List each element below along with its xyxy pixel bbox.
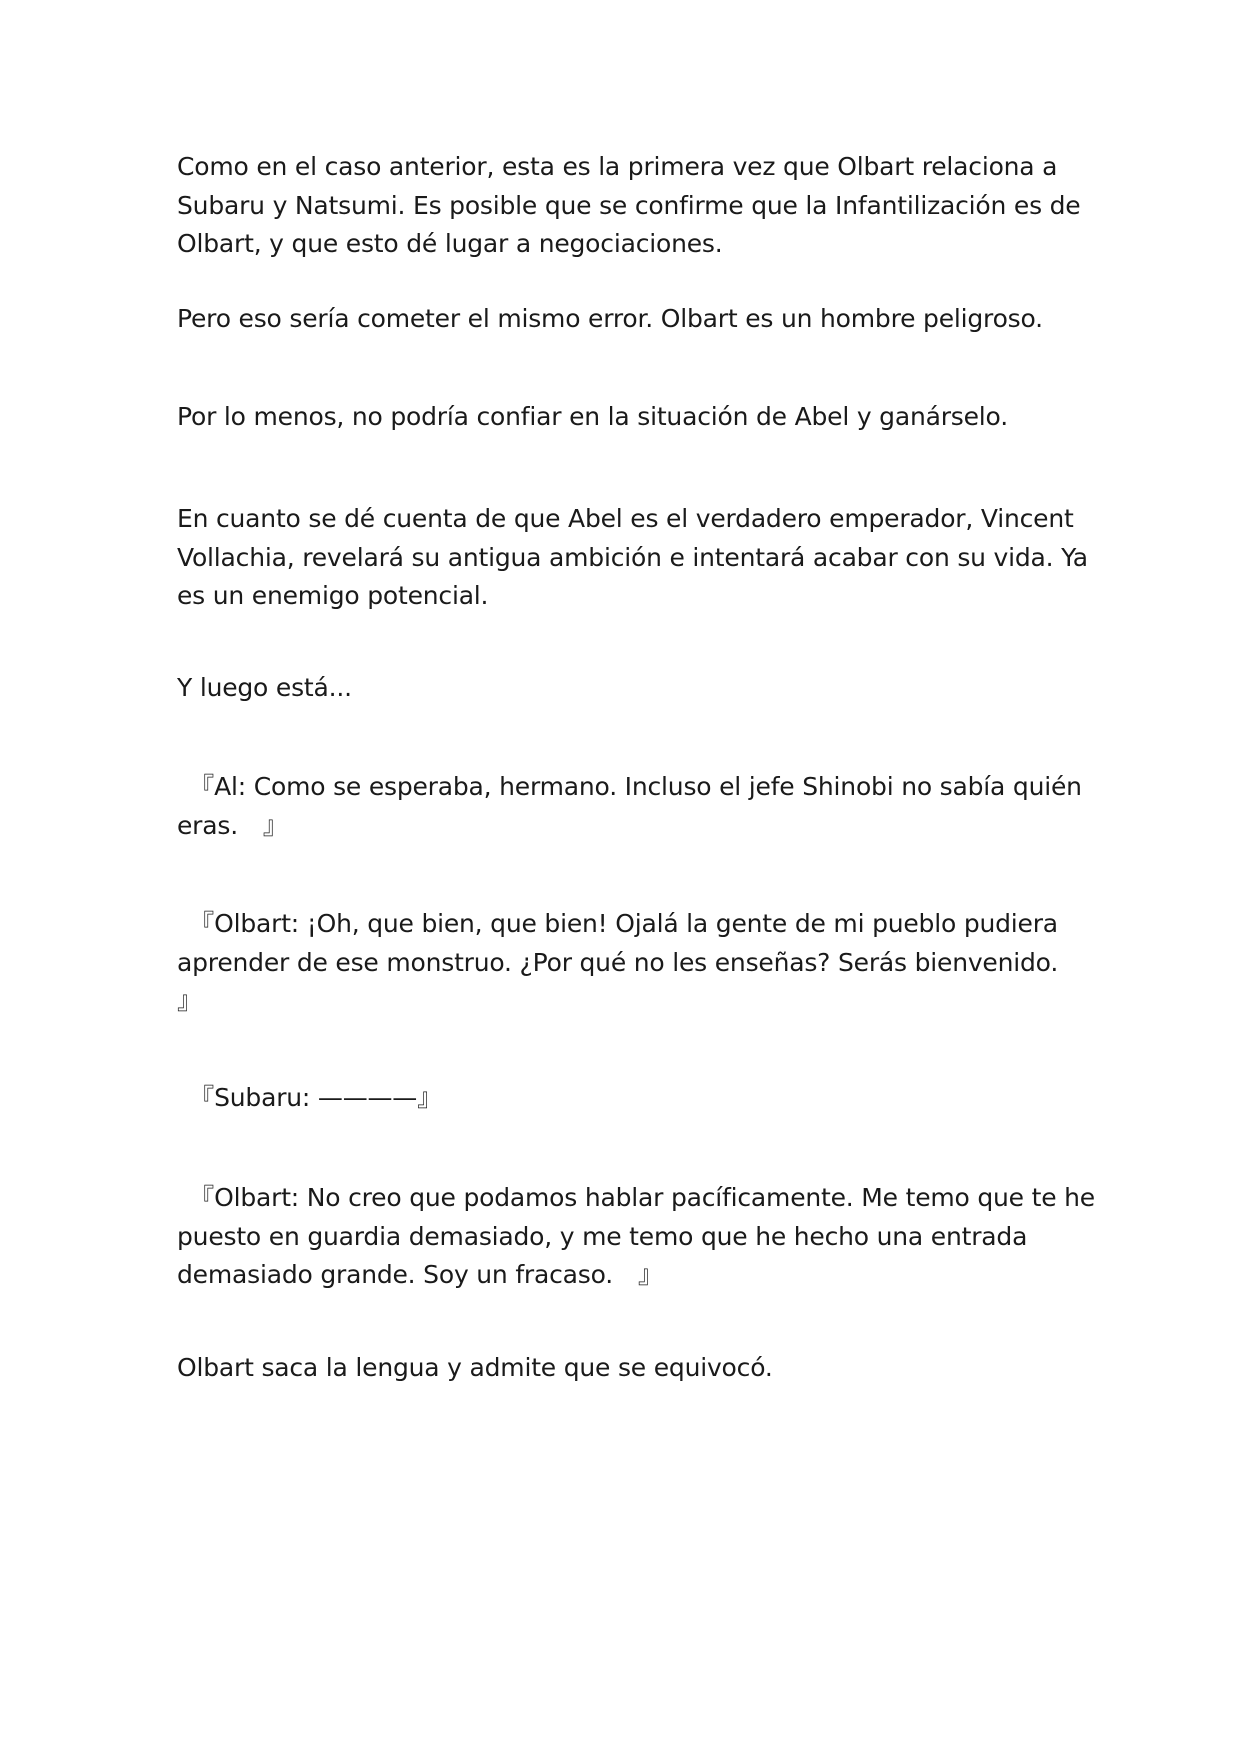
dialogue-olbart-1 (177, 905, 1077, 1021)
paragraph-same-error (177, 300, 1077, 339)
text-line: Olbart saca la lengua y admite que se equivocó. (177, 1353, 773, 1382)
text-line: es un enemigo potencial. (177, 581, 489, 610)
text-line: Por lo menos, no podría confiar en la situación de Abel y ganárselo. (177, 402, 1008, 431)
text-line: Subaru y Natsumi. Es posible que se confirme que la Infantilización es de (177, 190, 1081, 220)
text-line: 『Al: Como se esperaba, hermano. Incluso el jefe Shinobi no sabía quién (177, 772, 1082, 801)
text-line: 』 (177, 986, 202, 1015)
dialogue-al (177, 768, 1082, 845)
paragraph-olbart-admits (177, 1349, 1077, 1388)
paragraph-and-then (177, 669, 1077, 708)
text-line: puesto en guardia demasiado, y me temo que he hecho una entrada (177, 1221, 1028, 1251)
paragraph-abel-situation (177, 398, 1077, 437)
paragraph-negotiation (177, 148, 1081, 264)
text-line: 『Olbart: No creo que podamos hablar pacíficamente. Me temo que te he (177, 1183, 1095, 1212)
text-line: Olbart, y que esto dé lugar a negociaciones. (177, 229, 723, 258)
text-line: eras. 』 (177, 810, 288, 840)
text-line: En cuanto se dé cuenta de que Abel es el verdadero emperador, Vincent (177, 504, 1074, 533)
text-line: Vollachia, revelará su antigua ambición e intentará acabar con su vida. Ya (177, 542, 1088, 572)
text-line: 『Subaru: ————』 (177, 1083, 442, 1112)
text-line: Como en el caso anterior, esta es la primera vez que Olbart relaciona a (177, 152, 1058, 181)
text-line: demasiado grande. Soy un fracaso. 』 (177, 1260, 663, 1289)
text-line: 『Olbart: ¡Oh, que bien, que bien! Ojalá la gente de mi pueblo pudiera (177, 909, 1058, 938)
text-line: Pero eso sería cometer el mismo error. Olbart es un hombre peligroso. (177, 304, 1043, 333)
dialogue-subaru (177, 1079, 1077, 1118)
text-line: aprender de ese monstruo. ¿Por qué no les enseñas? Serás bienvenido. (177, 947, 1059, 977)
text-line: Y luego está... (177, 673, 352, 702)
paragraph-emperor (177, 500, 1088, 616)
dialogue-olbart-2 (177, 1179, 1095, 1295)
